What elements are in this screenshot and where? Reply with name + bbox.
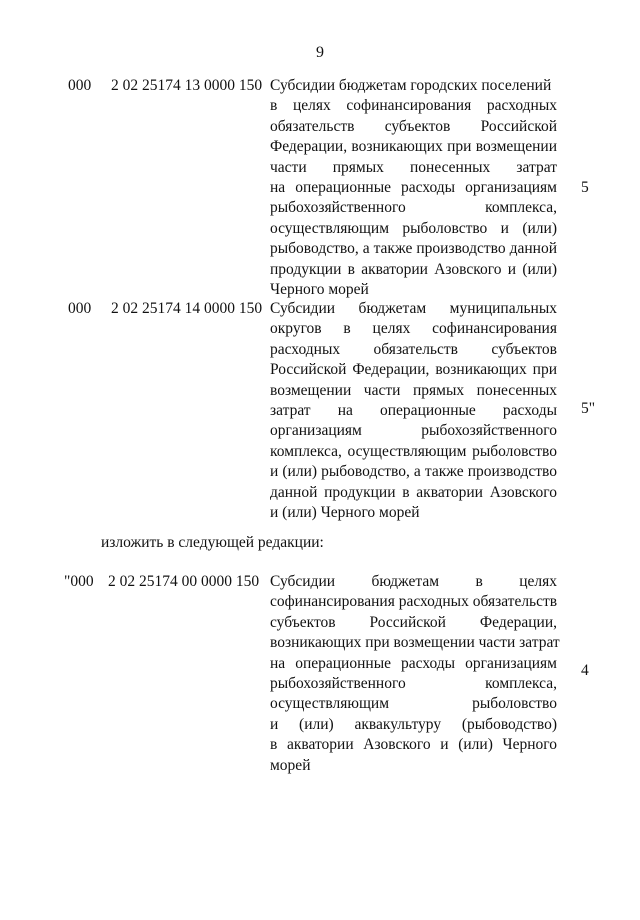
description-line: комплекса, осуществляющим рыболовство xyxy=(270,442,557,460)
row-value: 5 xyxy=(581,179,589,196)
row-prefix: 000 xyxy=(68,77,92,94)
description-line: округов в целях софинансирования xyxy=(270,320,557,338)
instruction-text: изложить в следующей редакции: xyxy=(101,534,324,551)
row-description xyxy=(270,572,560,776)
description-line: на операционные расходы организациям xyxy=(270,178,557,196)
budget-code: 2 02 25174 13 0000 150 xyxy=(111,77,263,94)
description-line: Субсидии бюджетам городских поселений xyxy=(270,77,552,94)
description-line: в акватории Азовского и (или) Черного xyxy=(270,736,557,754)
description-line: организациям рыбохозяйственного xyxy=(270,422,557,440)
description-line: осуществляющим рыболовство и (или) xyxy=(270,219,557,237)
row-description xyxy=(270,76,557,300)
description-line: осуществляющим рыболовство xyxy=(270,695,557,713)
description-line: продукции в акватории Азовского и (или) xyxy=(270,260,557,278)
row-prefix: "000 xyxy=(64,573,94,590)
description-line: рыбоводство, а также производство данной xyxy=(270,240,557,258)
description-line: обязательств субъектов Российской xyxy=(270,117,557,135)
description-line: на операционные расходы организациям xyxy=(270,654,557,672)
page-number: 9 xyxy=(316,44,324,61)
description-line: субъектов Российской Федерации, xyxy=(270,613,557,631)
row-prefix: 000 xyxy=(68,300,92,317)
description-line: рыбохозяйственного комплекса, xyxy=(270,674,557,692)
row-value: 5" xyxy=(581,400,596,417)
description-line: затрат на операционные расходы xyxy=(270,401,557,419)
description-line: данной продукции в акватории Азовского xyxy=(270,483,557,501)
description-line: Субсидии бюджетам в целях xyxy=(270,573,557,590)
description-line: и (или) рыбоводство, а также производство xyxy=(270,463,557,481)
description-line: Федерации, возникающих при возмещении xyxy=(270,138,557,156)
description-line: Черного морей xyxy=(270,280,369,298)
description-line: возникающих при возмещении части затрат xyxy=(270,634,560,652)
budget-code: 2 02 25174 14 0000 150 xyxy=(111,300,263,317)
description-line: морей xyxy=(270,756,311,774)
row-description xyxy=(270,299,557,523)
description-line: и (или) аквакультуру (рыбоводство) xyxy=(270,715,557,733)
description-line: в целях софинансирования расходных xyxy=(270,97,557,115)
description-line: Субсидии бюджетам муниципальных xyxy=(270,300,557,317)
description-line: части прямых понесенных затрат xyxy=(270,158,557,176)
description-line: и (или) Черного морей xyxy=(270,503,420,521)
description-line: расходных обязательств субъектов xyxy=(270,340,557,358)
description-line: рыбохозяйственного комплекса, xyxy=(270,199,557,217)
description-line: софинансирования расходных обязательств xyxy=(270,593,558,611)
row-value: 4 xyxy=(581,662,589,679)
description-line: Российской Федерации, возникающих при xyxy=(270,361,557,379)
description-line: возмещении части прямых понесенных xyxy=(270,381,557,399)
budget-code: 2 02 25174 00 0000 150 xyxy=(108,573,260,590)
